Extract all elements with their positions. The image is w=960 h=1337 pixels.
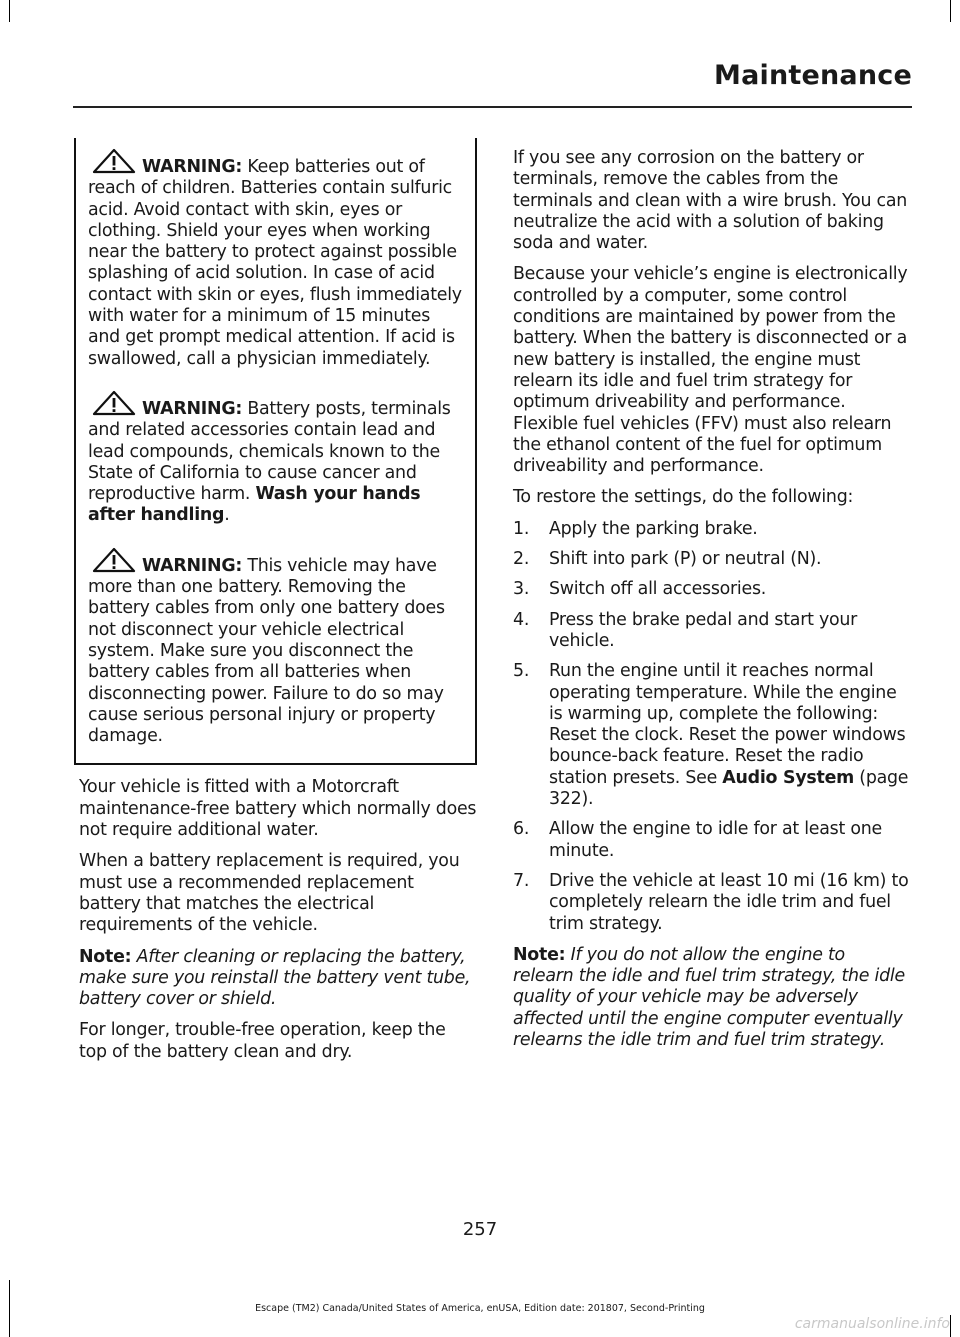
note-label: Note:	[79, 946, 132, 967]
list-item	[513, 661, 910, 810]
list-item	[513, 610, 910, 653]
warning-label: WARNING:	[142, 398, 243, 419]
step-text: Drive the vehicle at least 10 mi (16 km) to completely relearn the idle trim and fuel trim strategy.	[549, 870, 909, 934]
step-number: 4.	[513, 609, 530, 630]
procedure-list	[513, 519, 910, 935]
page-number: 257	[462, 1219, 498, 1240]
warning-triangle-icon	[90, 148, 138, 174]
footer-edition-info: Escape (TM2) Canada/United States of America, enUSA, Edition date: 201807, Second-Printing	[255, 1303, 705, 1314]
step-text: Run the engine until it reaches normal operating temperature. While the engine is warming up, complete the following: Reset the clock. Reset the power windows bounce-back feature. Reset the radio station presets. See	[549, 661, 906, 788]
step-number: 5.	[513, 661, 530, 682]
page-reference: (page 322).	[549, 767, 909, 810]
watermark: carmanualsonline.info	[794, 1316, 950, 1332]
step-number: 2.	[513, 549, 530, 570]
warning-item	[88, 390, 467, 527]
crop-mark-top-left	[9, 0, 10, 22]
header-rule	[73, 106, 912, 108]
step-number: 7.	[513, 870, 530, 891]
warning-emphasis: Wash your hands after handling	[88, 484, 421, 526]
note-text: After cleaning or replacing the battery, make sure you reinstall the battery vent tube, battery cover or shield.	[79, 946, 471, 1010]
step-text: Apply the parking brake.	[549, 518, 758, 539]
audio-system-link[interactable]: Audio System	[722, 767, 854, 788]
warning-triangle-icon	[90, 547, 138, 573]
step-text: Press the brake pedal and start your vehicle.	[549, 609, 858, 651]
warning-triangle-icon	[90, 390, 138, 416]
warning-text: Battery posts, terminals and related accessories contain lead and lead compounds, chemicals known to the State of California to cause cancer and reproductive harm.	[88, 398, 451, 505]
warning-box	[74, 138, 477, 765]
right-column	[513, 148, 910, 1061]
crop-mark-top-right	[950, 0, 951, 22]
note-text: If you do not allow the engine to relearn the idle and fuel trim strategy, the idle quality of your vehicle may be adversely affected until the engine computer eventually relearns the idle trim and fuel trim strategy.	[513, 944, 905, 1050]
note	[79, 947, 477, 1011]
warning-item	[88, 148, 467, 370]
note	[513, 945, 910, 1051]
list-item	[513, 819, 910, 862]
warning-text: Keep batteries out of reach of children. Batteries contain sulfuric acid. Avoid contact with skin, eyes or clothing. Shield your eyes when working near the battery to protect against possible splashing of acid solution. In case of acid contact with skin or eyes, flush immediately with water for a minimum of 15 minutes and get prompt medical attention. If acid is swallowed, call a physician immediately.	[88, 157, 462, 369]
step-number: 6.	[513, 819, 530, 840]
warning-label: WARNING:	[142, 157, 243, 177]
list-item	[513, 871, 910, 935]
paragraph: Your vehicle is fitted with a Motorcraft maintenance-free battery which normally does not require additional water.	[79, 777, 477, 841]
paragraph: Because your vehicle’s engine is electronically controlled by a computer, some control conditions are maintained by power from the battery. When the battery is disconnected or a new battery is installed, the engine must relearn its idle and fuel trim strategy for optimum driveability and performance. Flexible fuel vehicles (FFV) must also relearn the ethanol content of the fuel for optimum driveability and performance.	[513, 264, 908, 477]
paragraph: To restore the settings, do the following:	[513, 487, 854, 508]
warning-text: This vehicle may have more than one battery. Removing the battery cables from only one battery does not disconnect your vehicle electrical system. Make sure you disconnect the battery cables from all batteries when disconnecting power. Failure to do so may cause serious personal injury or property damage.	[88, 555, 445, 747]
list-item	[513, 519, 910, 540]
crop-mark-bottom-right	[950, 1315, 951, 1337]
step-text: Switch off all accessories.	[549, 579, 767, 600]
warning-label: WARNING:	[142, 555, 243, 576]
note-label: Note:	[513, 944, 566, 965]
list-item	[513, 549, 910, 570]
page-title: Maintenance	[714, 60, 912, 91]
step-number: 1.	[513, 518, 530, 539]
paragraph: If you see any corrosion on the battery or terminals, remove the cables from the terminals and clean with a wire brush. You can neutralize the acid with a solution of baking soda and water.	[513, 148, 908, 254]
list-item	[513, 579, 910, 600]
step-text: Shift into park (P) or neutral (N).	[549, 549, 822, 570]
paragraph: When a battery replacement is required, you must use a recommended replacement battery that matches the electrical requirements of the vehicle.	[79, 851, 460, 936]
step-text: Allow the engine to idle for at least one minute.	[549, 819, 882, 861]
warning-text-end: .	[224, 505, 230, 526]
paragraph: For longer, trouble-free operation, keep the top of the battery clean and dry.	[79, 1020, 446, 1062]
left-column	[79, 138, 477, 1073]
step-number: 3.	[513, 579, 530, 600]
warning-item	[88, 547, 467, 748]
